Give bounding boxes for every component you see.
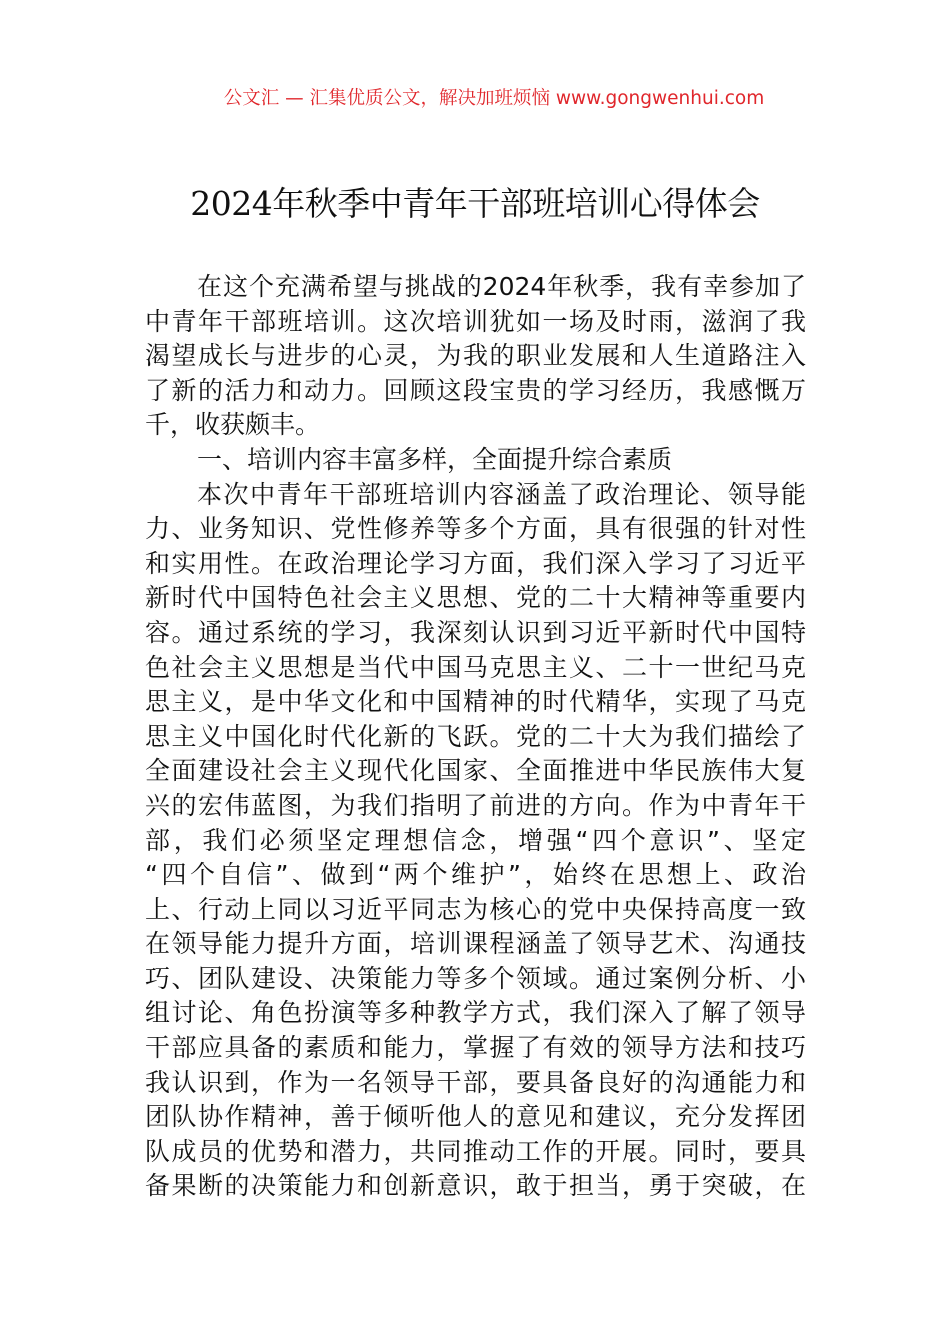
- text-line: 上、行动上同以习近平同志为核心的党中央保持高度一致: [145, 894, 806, 924]
- text-line: 组讨论、角色扮演等多种教学方式，我们深入了解了领导: [145, 998, 806, 1028]
- text-line: 渴望成长与进步的心灵，为我的职业发展和人生道路注入: [145, 341, 806, 371]
- text-line: 在这个充满希望与挑战的2024年秋季，我有幸参加了: [197, 272, 806, 301]
- text-line: 备果断的决策能力和创新意识，敢于担当，勇于突破，在: [145, 1171, 806, 1201]
- text-line: 在领导能力提升方面，培训课程涵盖了领导艺术、沟通技: [145, 929, 806, 959]
- text-line: “四个自信”、做到“两个维护”，始终在思想上、政治: [145, 860, 806, 890]
- text-line: 部，我们必须坚定理想信念，增强“四个意识”、坚定: [145, 825, 806, 855]
- text-line: 本次中青年干部班培训内容涵盖了政治理论、领导能: [197, 479, 806, 509]
- text-line: 思主义，是中华文化和中国精神的时代精华，实现了马克: [145, 687, 806, 717]
- text-line: 队成员的优势和潜力，共同推动工作的开展。同时，要具: [145, 1136, 806, 1166]
- text-line: 了新的活力和动力。回顾这段宝贵的学习经历，我感慨万: [145, 375, 806, 405]
- text-line: 干部应具备的素质和能力，掌握了有效的领导方法和技巧: [145, 1033, 806, 1063]
- text-line: 思主义中国化时代化新的飞跃。党的二十大为我们描绘了: [145, 721, 806, 751]
- document-title: 2024年秋季中青年干部班培训心得体会: [190, 184, 760, 223]
- text-line: 容。通过系统的学习，我深刻认识到习近平新时代中国特: [145, 617, 806, 647]
- text-line: 全面建设社会主义现代化国家、全面推进中华民族伟大复: [145, 756, 806, 786]
- text-line: 我认识到，作为一名领导干部，要具备良好的沟通能力和: [145, 1067, 806, 1097]
- watermark-banner: 公文汇 — 汇集优质公文，解决加班烦恼 www.gongwenhui.com: [223, 88, 765, 109]
- text-line: 巧、团队建设、决策能力等多个领域。通过案例分析、小: [145, 963, 806, 993]
- text-line: 力、业务知识、党性修养等多个方面，具有很强的针对性: [145, 514, 806, 544]
- text-line: 团队协作精神，善于倾听他人的意见和建议，充分发挥团: [145, 1102, 806, 1132]
- text-line: 色社会主义思想是当代中国马克思主义、二十一世纪马克: [145, 652, 806, 682]
- text-line: 中青年干部班培训。这次培训犹如一场及时雨，滋润了我: [145, 306, 806, 336]
- text-line: 兴的宏伟蓝图，为我们指明了前进的方向。作为中青年干: [145, 790, 806, 820]
- text-line: 新时代中国特色社会主义思想、党的二十大精神等重要内: [145, 583, 806, 613]
- section-heading: 一、培训内容丰富多样，全面提升综合素质: [197, 444, 673, 474]
- text-line: 和实用性。在政治理论学习方面，我们深入学习了习近平: [145, 548, 806, 578]
- document-body: [145, 270, 806, 1204]
- text-line: 千，收获颇丰。: [145, 410, 321, 440]
